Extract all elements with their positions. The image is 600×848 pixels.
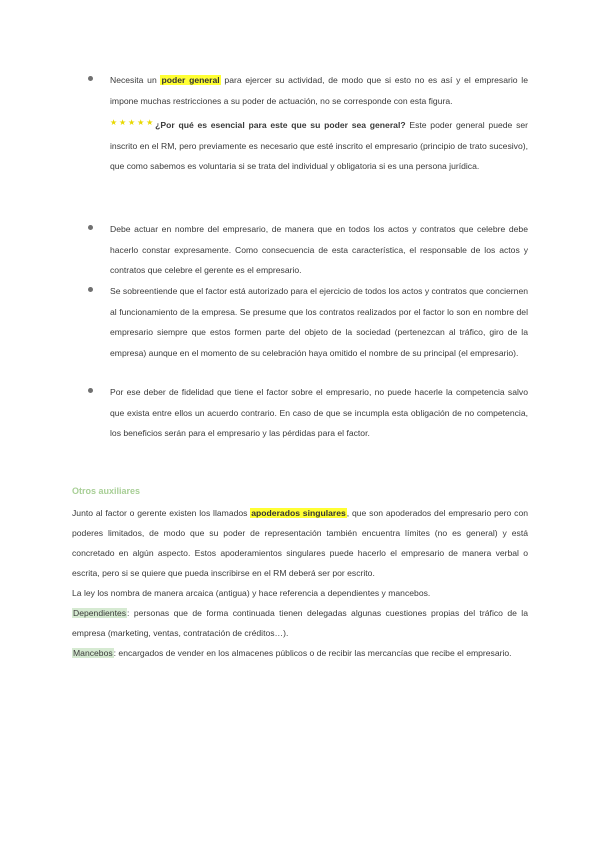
bullet-item <box>90 281 528 363</box>
bullet-text: Por ese deber de fidelidad que tiene el factor sobre el empresario, no puede hacerle la competencia salvo que exista entre ellos un acuerdo contrario. En caso de que se incumpla esta obligación de no competencia, los beneficios serán para el empresario y las pérdidas para el factor. <box>110 387 528 438</box>
bullet-text: Necesita un poder general para ejercer su actividad, de modo que si esto no es así y el empresario le impone muchas restricciones a su poder de actuación, no se corresponde con esta figura. <box>110 75 528 106</box>
term-mancebos: Mancebos <box>73 648 113 658</box>
bullet-icon <box>88 225 93 230</box>
bullet-icon <box>88 388 93 393</box>
sub-paragraph: ★★★★★¿Por qué es esencial para este que su poder sea general? Este poder general puede ser inscrito en el RM, pero previamente es necesario que esté inscrito el empresario (principio de trato sucesivo), que como sabemos es voluntaria si se trata del individual y obligatoria si es una persona jurídica. <box>110 118 529 171</box>
term-dependientes: Dependientes <box>73 608 127 618</box>
star-rating-icon: ★★★★★ <box>110 118 156 127</box>
section-body <box>72 503 528 663</box>
dependientes-paragraph: Dependientes: personas que de forma continuada tienen delegadas algunas cuestiones propias del tráfico de la empresa (marketing, ventas, contratación de créditos…). <box>72 608 528 638</box>
bullet-icon <box>88 287 93 292</box>
section-heading: Otros auxiliares <box>72 486 141 496</box>
mancebos-paragraph: Mancebos: encargados de vender en los almacenes públicos o de recibir las mercancías que recibe el empresario. <box>73 648 512 658</box>
bullet-icon <box>88 76 93 81</box>
bullet-item <box>90 70 528 177</box>
question-text: ¿Por qué es esencial para este que su poder sea general? <box>155 120 406 130</box>
intro-paragraph: Junto al factor o gerente existen los llamados apoderados singulares, que son apoderados del empresario pero con poderes limitados, de modo que su poder de representación también encuentra límites (no es general) y está concretado en algún aspecto. Estos apoderamientos singulares puede hacerlo el empresario de manera verbal o escrita, pero si se quiere que pueda inscribirse en el RM deberá ser por escrito. <box>72 508 528 578</box>
highlighted-term: apoderados singulares <box>251 508 346 518</box>
bullet-item <box>90 219 528 281</box>
bullet-item <box>90 382 528 444</box>
highlighted-term: poder general <box>161 75 220 85</box>
bullet-text: Debe actuar en nombre del empresario, de manera que en todos los actos y contratos que celebre debe hacerlo constar expresamente. Como consecuencia de esta característica, el responsable de los actos y contratos que celebre el gerente es el empresario. <box>110 224 528 275</box>
bullet-text: Se sobreentiende que el factor está autorizado para el ejercicio de todos los actos y contratos que conciernen al funcionamiento de la empresa. Se presume que los contratos realizados por el factor lo son en nombre del empresario siempre que estos formen parte del objeto de la sociedad (pertenezcan al tráfico, giro de la empresa) aunque en el momento de su celebración haya omitido el nombre de su principal (el empresario). <box>110 286 529 358</box>
law-paragraph: La ley los nombra de manera arcaica (antigua) y hace referencia a dependientes y mancebos. <box>72 588 431 598</box>
